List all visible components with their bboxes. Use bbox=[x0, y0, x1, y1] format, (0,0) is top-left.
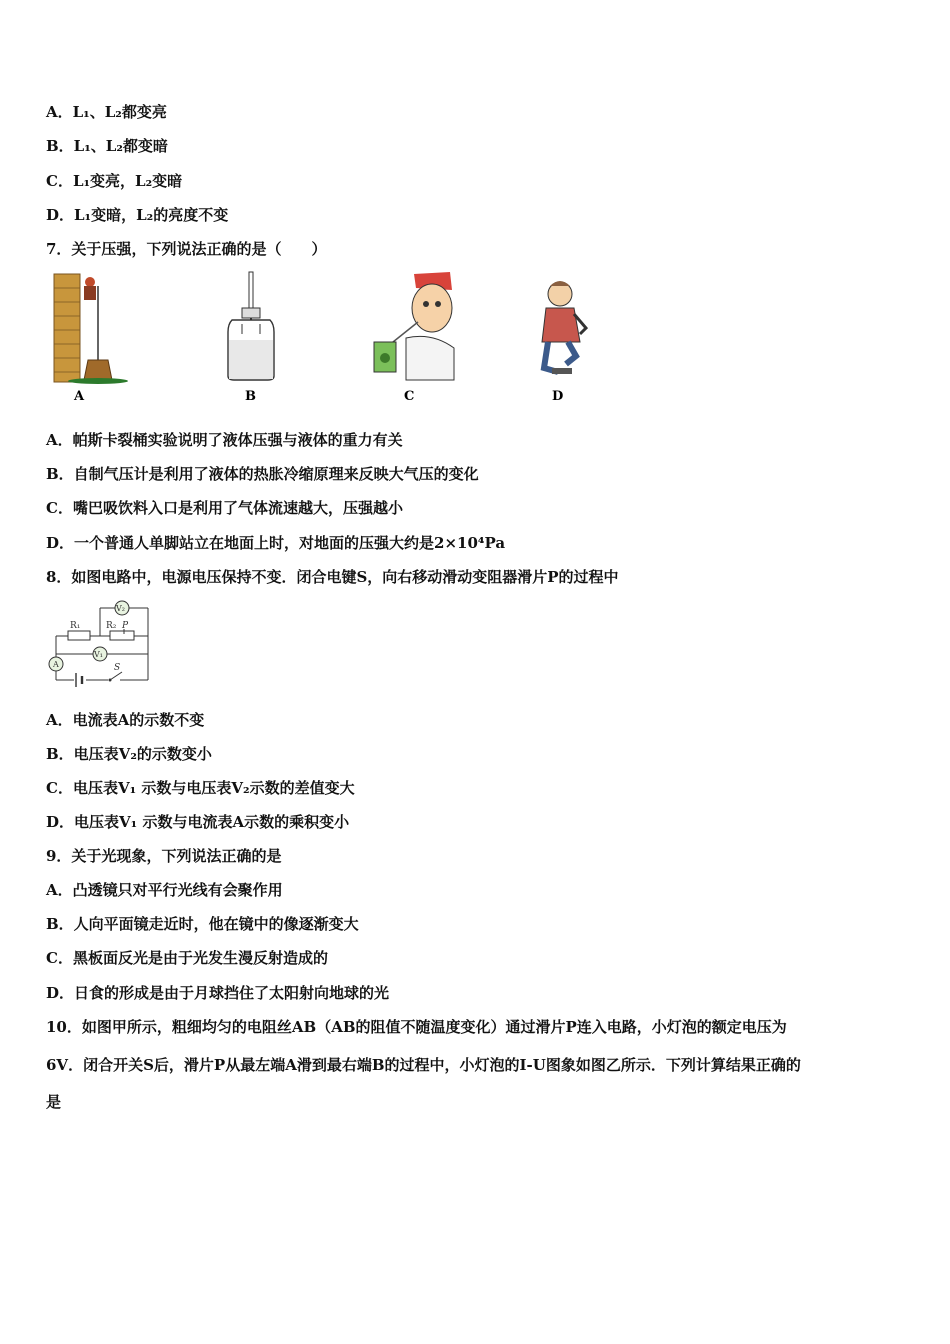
q9-stem: 9．关于光现象，下列说法正确的是 bbox=[46, 847, 282, 865]
q8-option-b: B．电压表V₂的示数变小 bbox=[46, 745, 212, 763]
pascal-barrel-figure bbox=[50, 268, 130, 404]
q10-line-3: 是 bbox=[46, 1093, 62, 1111]
fig-label-a: A bbox=[74, 389, 85, 404]
straw-drinking-figure bbox=[366, 268, 456, 404]
label-p: P bbox=[122, 621, 129, 631]
fig-label-d: D bbox=[552, 389, 564, 404]
label-v1: V₁ bbox=[94, 650, 103, 659]
q6-option-d: D．L₁变暗，L₂的亮度不变 bbox=[46, 206, 229, 224]
q9-option-b: B．人向平面镜走近时，他在镜中的像逐渐变大 bbox=[46, 915, 359, 933]
q8-option-c: C．电压表V₁ 示数与电压表V₂示数的差值变大 bbox=[46, 779, 355, 797]
q9-option-a: A．凸透镜只对平行光线有会聚作用 bbox=[46, 881, 283, 899]
q6-option-a: A．L₁、L₂都变亮 bbox=[46, 103, 167, 121]
q10-line-1: 10．如图甲所示，粗细均匀的电阻丝AB（AB的阻值不随温度变化）通过滑片P连入电路，小灯泡的额定电压为 bbox=[46, 1018, 787, 1036]
label-r1: R₁ bbox=[70, 621, 81, 631]
q9-option-c: C．黑板面反光是由于光发生漫反射造成的 bbox=[46, 949, 328, 967]
q7-stem: 7．关于压强，下列说法正确的是（ ） bbox=[46, 240, 327, 258]
q7-option-d: D．一个普通人单脚站立在地面上时，对地面的压强大约是2×10⁴Pa bbox=[46, 534, 506, 552]
q9-option-d: D．日食的形成是由于月球挡住了太阳射向地球的光 bbox=[46, 984, 390, 1002]
q8-option-a: A．电流表A的示数不变 bbox=[46, 711, 205, 729]
q6-option-c: C．L₁变亮，L₂变暗 bbox=[46, 172, 183, 190]
label-v2: V₂ bbox=[116, 604, 125, 613]
q7-figures bbox=[46, 268, 626, 408]
q10-line-2: 6V．闭合开关S后，滑片P从最左端A滑到最右端B的过程中，小灯泡的I-U图象如图乙所示．下列计算结果正确的 bbox=[46, 1056, 801, 1074]
q6-option-b: B．L₁、L₂都变暗 bbox=[46, 137, 168, 155]
label-a: A bbox=[53, 660, 59, 669]
label-s: S bbox=[114, 663, 121, 673]
fig-label-b: B bbox=[245, 389, 256, 404]
q7-option-a: A．帕斯卡裂桶实验说明了液体压强与液体的重力有关 bbox=[46, 431, 403, 449]
fig-label-c: C bbox=[404, 389, 415, 404]
q8-stem: 8．如图电路中，电源电压保持不变．闭合电键S，向右移动滑动变阻器滑片P的过程中 bbox=[46, 568, 619, 586]
q7-option-b: B．自制气压计是利用了液体的热胀冷缩原理来反映大气压的变化 bbox=[46, 465, 479, 483]
label-r2: R₂ bbox=[106, 621, 117, 631]
standing-person-figure bbox=[518, 268, 598, 404]
q8-option-d: D．电压表V₁ 示数与电流表A示数的乘积变小 bbox=[46, 813, 350, 831]
q7-option-c: C．嘴巴吸饮料入口是利用了气体流速越大，压强越小 bbox=[46, 499, 403, 517]
barometer-figure bbox=[216, 268, 286, 404]
circuit-diagram bbox=[46, 598, 156, 690]
